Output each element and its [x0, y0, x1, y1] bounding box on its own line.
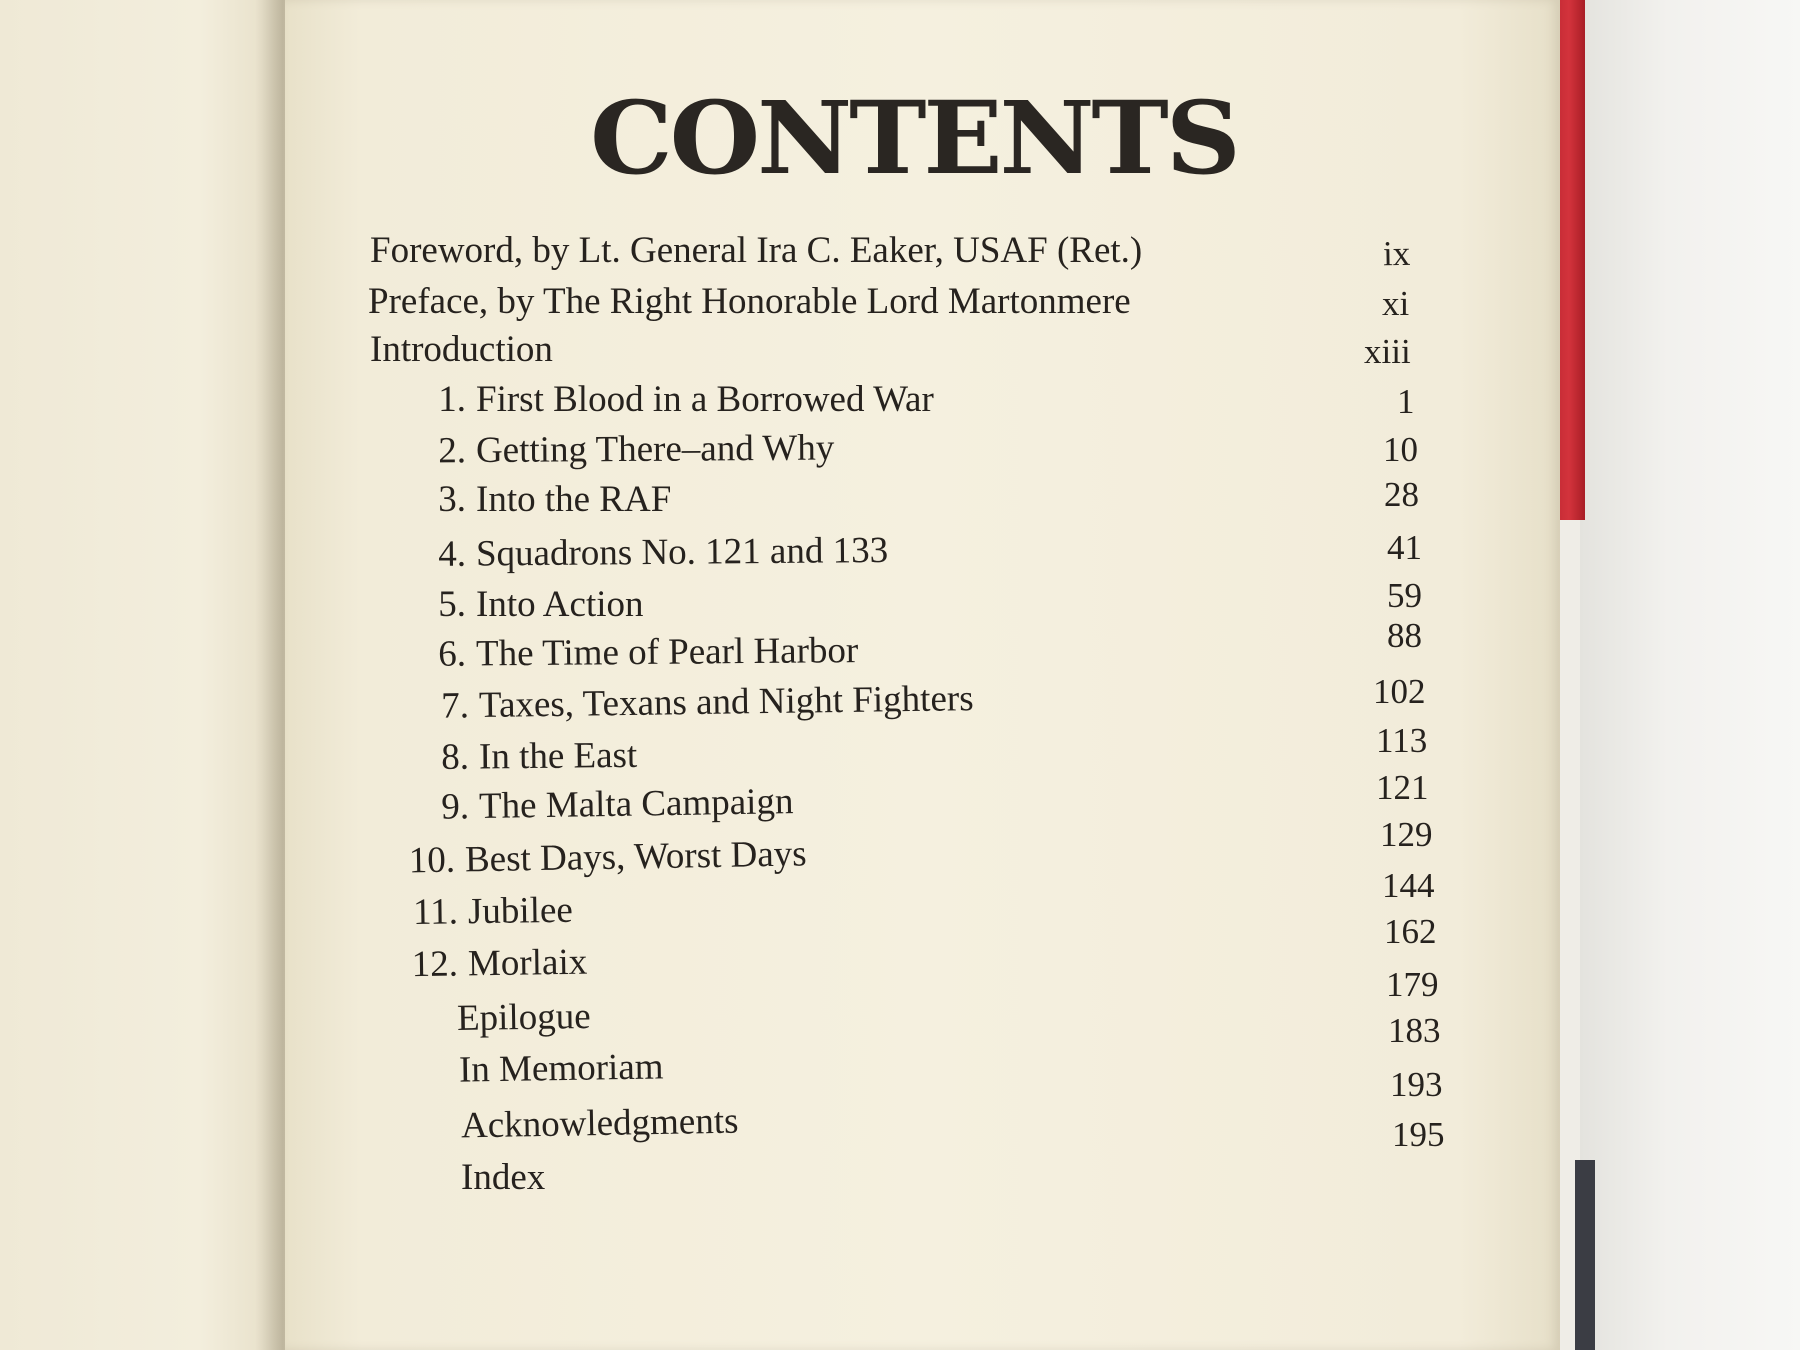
toc-entry-title: Acknowledgments: [460, 1100, 739, 1147]
toc-chapter: [398, 889, 574, 934]
toc-entry-title: Preface, by The Right Honorable Lord Martonmere: [368, 281, 1131, 322]
toc-chapter: [420, 427, 835, 472]
toc-entry-page: xi: [1382, 284, 1410, 323]
toc-entry-page: xiii: [1364, 332, 1411, 371]
toc-entry-page: 88: [1387, 616, 1422, 655]
chapter-number: 7.: [440, 685, 470, 727]
chapter-number: 12.: [411, 943, 459, 986]
toc-chapter: [420, 481, 671, 518]
toc-entry-title: Index: [461, 1157, 546, 1198]
toc-chapter: [420, 381, 934, 418]
chapter-number: 10.: [408, 839, 456, 882]
toc-chapter: [398, 941, 588, 986]
toc-entry-title: Epilogue: [456, 995, 591, 1040]
toc-entry-page: 179: [1386, 965, 1439, 1004]
toc-entry-title: In Memoriam: [458, 1046, 664, 1091]
chapter-number: 2.: [438, 430, 467, 472]
chapter-title: The Malta Campaign: [478, 781, 794, 828]
toc-entry-page: 121: [1376, 768, 1429, 807]
chapter-title: Taxes, Texans and Night Fighters: [478, 678, 974, 727]
toc-entry-page: 28: [1384, 475, 1419, 514]
toc-chapter: [423, 783, 794, 826]
chapter-title: Morlaix: [467, 941, 588, 985]
toc-entry-page: 129: [1380, 815, 1433, 854]
chapter-number: 11.: [412, 891, 459, 934]
toc-entry-page: ix: [1382, 233, 1411, 274]
toc-entry-page: 144: [1382, 866, 1435, 905]
contents-page: [285, 0, 1560, 1350]
background-surface: [1580, 0, 1800, 1350]
toc-entry-page: 113: [1376, 721, 1428, 760]
chapter-title: Squadrons No. 121 and 133: [475, 529, 889, 575]
toc-entry-title: Introduction: [370, 329, 553, 370]
cover-board-edge: [1575, 1160, 1595, 1350]
chapter-title: First Blood in a Borrowed War: [476, 379, 934, 420]
contents-list: [285, 0, 1560, 1350]
chapter-number: 3.: [438, 479, 466, 520]
chapter-title: Best Days, Worst Days: [464, 833, 807, 881]
toc-entry-page: 1: [1397, 382, 1415, 421]
chapter-number: 1.: [438, 379, 466, 420]
toc-chapter: [420, 529, 889, 575]
toc-entry-title: Foreword, by Lt. General Ira C. Eaker, USAF (Ret.): [370, 230, 1143, 271]
chapter-title: Into Action: [476, 584, 644, 625]
toc-entry-page: 10: [1383, 430, 1418, 469]
chapter-number: 4.: [438, 533, 467, 575]
toc-chapter: [420, 586, 644, 623]
page-title: CONTENTS: [590, 79, 1238, 197]
toc-chapter: [423, 734, 638, 778]
chapter-number: 9.: [440, 786, 470, 828]
toc-entry-page: 102: [1373, 672, 1426, 711]
chapter-title: In the East: [478, 734, 638, 778]
facing-page: [0, 0, 285, 1350]
chapter-title: Getting There–and Why: [475, 427, 835, 472]
toc-entry-page: 183: [1388, 1011, 1441, 1050]
toc-entry-page: 162: [1384, 912, 1437, 951]
chapter-title: The Time of Pearl Harbor: [475, 630, 859, 675]
chapter-number: 5.: [438, 584, 466, 625]
toc-entry-page: 41: [1387, 528, 1422, 567]
toc-chapter: [423, 680, 974, 725]
toc-entry-page: 193: [1390, 1065, 1443, 1104]
toc-chapter: [420, 632, 859, 673]
chapter-title: Into the RAF: [476, 479, 672, 520]
toc-chapter: [395, 833, 807, 882]
chapter-number: 6.: [438, 633, 467, 675]
toc-entry-page: 59: [1387, 576, 1422, 615]
chapter-number: 8.: [441, 736, 470, 778]
chapter-title: Jubilee: [467, 889, 574, 933]
toc-entry-page: 195: [1392, 1115, 1445, 1154]
